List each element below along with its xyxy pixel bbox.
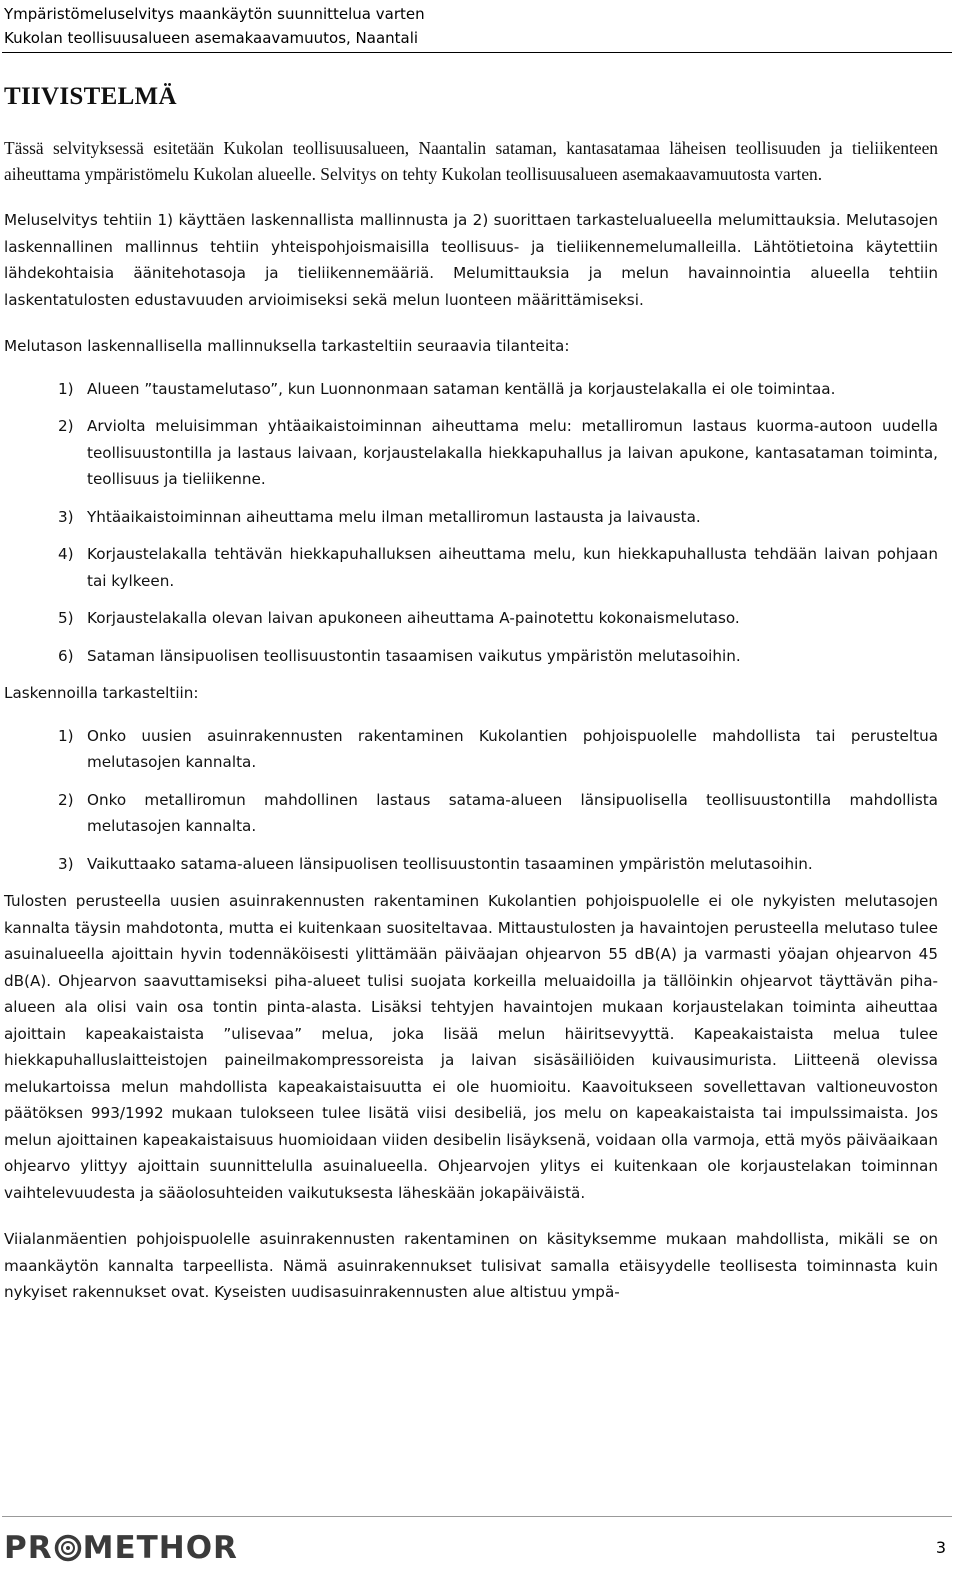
footer-rule [2,1516,952,1517]
paragraph-viialanmaentie: Viialanmäentien pohjoispuolelle asuinrakennusten rakentaminen on käsityksemme mukaan mahdollista, mikäli se on maankäytön kannalta tarpeellista. Nämä asuinrakennukset tulisivat samalla etäisyydelle teollisesta toiminnasta kuin nykyiset rakennukset ovat. Kyseisten uudisasuinrakennusten alue altistuu ympä- [4,1230,938,1301]
promethor-logo [4,1530,238,1566]
header-line-2: Kukolan teollisuusalueen asemakaavamuutos, Naantali [4,29,419,47]
list-item [4,605,938,632]
list-item-number: 5) [58,609,74,627]
list-item-text: Korjaustelakalla tehtävän hiekkapuhalluksen aiheuttama melu, kun hiekkapuhallusta tehdään laivan pohjaan tai kylkeen. [87,545,938,590]
list-item [4,723,938,776]
list-item-number: 6) [58,646,74,665]
page-number: 3 [935,1538,946,1557]
list-item-number: 4) [58,545,74,563]
list-item [4,787,938,840]
document-header [4,2,954,50]
list-item-text: Onko metalliromun mahdollinen lastaus satama-alueen länsipuolisella teollisuustontilla mahdollista melutasojen kannalta. [87,790,938,835]
list-item-number: 3) [58,854,74,873]
list-item [4,376,938,403]
list-item-text: Korjaustelakalla olevan laivan apukoneen aiheuttama A-painotettu kokonaismelutaso. [87,609,740,627]
document-body [4,135,938,1306]
logo-text-left: PR [4,1530,53,1566]
scenario-list [4,376,938,670]
list-item [4,541,938,594]
paragraph-intro: Tässä selvityksessä esitetään Kukolan teollisuusalueen, Naantalin sataman, kantasatamaa läheisen teollisuuden ja tieliikenteen aiheuttama ympäristömelu Kukolan alueelle. Selvitys on tehty Kukolan teollisuusalueen asemakaavamuutosta varten. [4,138,938,184]
paragraph-results: Tulosten perusteella uusien asuinrakennusten rakentaminen Kukolantien pohjoispuolelle ei ole nykyisten melutasojen kannalta täysin mahdotonta, mutta ei kuitenkaan suositeltavaa. Mittaustulosten ja havaintojen perusteella melutaso tulee asuinalueella ajoittain hyvin todennäköisesti ylittämään päiväajan ohjearvon 55 dB(A) ja varmasti yöajan ohjearvon 45 dB(A). Ohjearvon saavuttamiseksi piha-alueet tulisi suojata korkeilla meluaidoilla ja tällöinkin ohjearvot täyttävän piha-alueen ala olisi vain osa tontin pinta-alasta. Lisäksi tehtyjen havaintojen mukaan korjaustelakan toiminta aiheuttaa ajoittain kapeakaistaista ”ulisevaa” melua, joka lisää melun häiritsevyyttä. Kapeakaistaista melua tulee hiekkapuhalluslaitteistojen paineilmakompressoreista ja laivan sisäsäiliöiden kuivausimurista. Liitteenä olevissa melukartoissa melun mahdollista kapeakaistaisuutta ei ole huomioitu. Kaavoitukseen sovellettavan valtioneuvoston päätöksen 993/1992 mukaan tulokseen tulee lisätä viisi desibeliä, jos melu on kapeakaistaista tai impulssimaista. Jos melun ajoittainen kapeakaistaisuus huomioidaan viiden desibelin lisäyksenä, voidaan olla varmoja, että myös päiväaikaan ohjearvo ylittyy ajoittain suunnittelulla asuinalueella. Ohjearvojen ylitys ei kuitenkaan ole korjaustelakan toiminnan vaihtelevuudesta ja sääolosuhteiden vaikutuksesta läheskään jokapäiväistä. [4,892,938,1202]
list-item-text: Arviolta meluisimman yhtäaikaistoiminnan aiheuttama melu: metalliromun lastaus kuorma-autoon uudella teollisuustontilla ja lastaus laivaan, korjaustelakalla hiekkapuhallus ja laivan apukone, kantasataman toiminta, teollisuus ja tieliikenne. [87,417,938,488]
logo-ring-icon [54,1534,82,1562]
list-item-number: 1) [58,726,74,745]
question-list [4,723,938,878]
list-item-number: 2) [58,417,74,435]
list-item-number: 1) [58,379,74,398]
list-item-text: Vaikuttaako satama-alueen länsipuolisen teollisuustontin tasaaminen ympäristön melutasoihin. [87,854,813,873]
list-item-number: 2) [58,790,74,809]
list-item [4,413,938,493]
list-item [4,504,938,531]
list-item-text: Onko uusien asuinrakennusten rakentaminen Kukolantien pohjoispuolelle mahdollista tai perusteltua melutasojen kannalta. [87,726,938,771]
list-item-text: Yhtäaikaistoiminnan aiheuttama melu ilman metalliromun lastausta ja laivausta. [87,507,701,526]
list-item [4,643,938,670]
list-item-text: Alueen ”taustamelutaso”, kun Luonnonmaan sataman kentällä ja korjaustelakalla ei ole toimintaa. [87,379,836,398]
logo-text-right: METHOR [82,1530,238,1566]
paragraph-method: Meluselvitys tehtiin 1) käyttäen laskennallista mallinnusta ja 2) suorittaen tarkastelualueella melumittauksia. Melutasojen laskennallinen mallinnus tehtiin yhteispohjoismaisilla teollisuus- ja tieliikennemelumalleilla. Lähtötietoina käytettiin lähdekohtaisia äänitehotasoja ja tieliikennemääriä. Melumittauksia ja melun havainnointia alueella tehtiin laskentatulosten edustavuuden arvioimiseksi sekä melun luonteen määrittämiseksi. [4,211,938,309]
header-line-1: Ympäristömeluselvitys maankäytön suunnittelua varten [4,5,425,23]
header-rule [2,52,952,53]
list-item [4,851,938,878]
page-title: TIIVISTELMÄ [4,83,177,110]
list-item-text: Sataman länsipuolisen teollisuustontin tasaamisen vaikutus ympäristön melutasoihin. [87,646,741,665]
paragraph-questions-lead: Laskennoilla tarkasteltiin: [4,684,199,702]
paragraph-scenarios-lead: Melutason laskennallisella mallinnuksella tarkasteltiin seuraavia tilanteita: [4,337,570,355]
list-item-number: 3) [58,507,74,526]
